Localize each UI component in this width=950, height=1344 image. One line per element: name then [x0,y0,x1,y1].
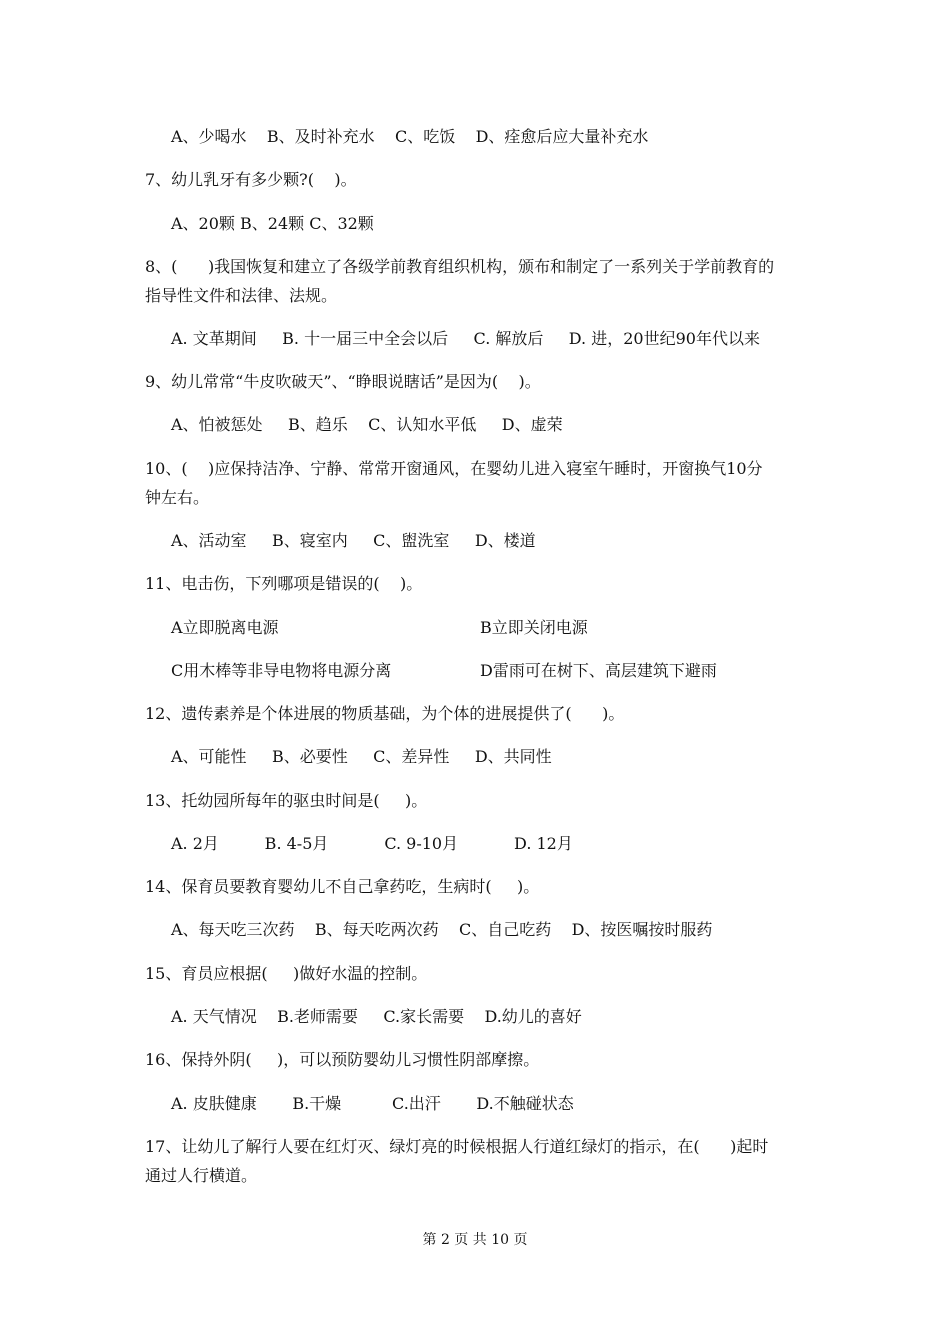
q15-question: 15、育员应根据( )做好水温的控制。 [145,964,428,983]
q13-question: 13、托幼园所每年的驱虫时间是( )。 [145,791,428,810]
q7-options: A、20颗 B、24颗 C、32颗 [171,214,374,233]
q7-question: 7、幼儿乳牙有多少颗?( )。 [145,170,357,189]
q6-options: A、少喝水 B、及时补充水 C、吃饭 D、痊愈后应大量补充水 [171,127,649,146]
q16-options: A. 皮肤健康 B.干燥 C.出汗 D.不触碰状态 [171,1094,574,1113]
q9-options: A、怕被惩处 B、趋乐 C、认知水平低 D、虚荣 [171,415,563,434]
page-footer: 第 2 页 共 10 页 [422,1232,528,1248]
q16-question: 16、保持外阴( )，可以预防婴幼儿习惯性阴部摩擦。 [145,1050,540,1069]
q14-options: A、每天吃三次药 B、每天吃两次药 C、自己吃药 D、按医嘱按时服药 [171,920,713,939]
q10-question-line2: 钟左右。 [145,488,210,507]
q13-options: A. 2月 B. 4-5月 C. 9-10月 D. 12月 [171,834,573,853]
q11-option-b: B立即关闭电源 [480,618,588,637]
q8-question-line1: 8、( )我国恢复和建立了各级学前教育组织机构，颁布和制定了一系列关于学前教育的 [145,257,775,276]
q9-question: 9、幼儿常常“牛皮吹破天”、“睁眼说瞎话”是因为( )。 [145,372,541,391]
q17-question-line1: 17、让幼儿了解行人要在红灯灭、绿灯亮的时候根据人行道红绿灯的指示，在( )起时 [145,1137,769,1156]
q15-options: A. 天气情况 B.老师需要 C.家长需要 D.幼儿的喜好 [171,1007,582,1026]
q12-options: A、可能性 B、必要性 C、差异性 D、共同性 [171,747,552,766]
q10-question-line1: 10、( )应保持洁净、宁静、常常开窗通风，在婴幼儿进入寝室午睡时，开窗换气10分 [145,459,763,478]
q8-options: A. 文革期间 B. 十一届三中全会以后 C. 解放后 D. 进，20世纪90年代以来 [171,329,760,348]
q11-option-a: A立即脱离电源 [171,618,279,637]
q17-question-line2: 通过人行横道。 [145,1166,258,1185]
q10-options: A、活动室 B、寝室内 C、盥洗室 D、楼道 [171,531,536,550]
q11-option-d: D雷雨可在树下、高层建筑下避雨 [480,661,717,680]
q12-question: 12、遗传素养是个体进展的物质基础，为个体的进展提供了( )。 [145,704,625,723]
q8-question-line2: 指导性文件和法律、法规。 [145,286,338,305]
q11-question: 11、电击伤，下列哪项是错误的( )。 [145,574,423,593]
q14-question: 14、保育员要教育婴幼儿不自己拿药吃，生病时( )。 [145,877,540,896]
q11-option-c: C用木棒等非导电物将电源分离 [171,661,392,680]
